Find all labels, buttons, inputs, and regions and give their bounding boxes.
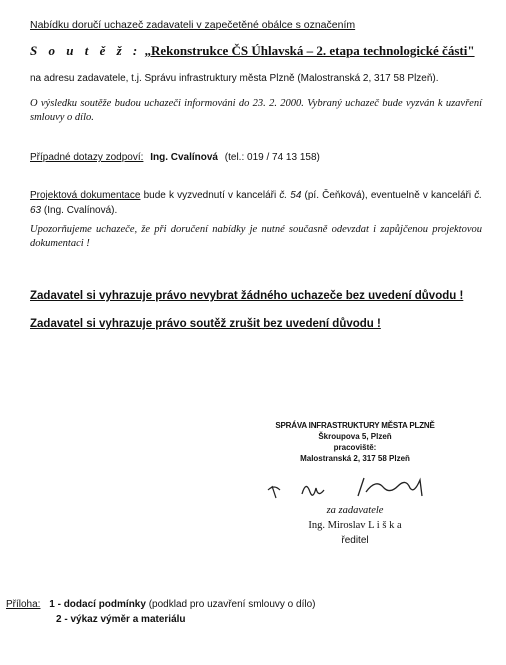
attachment-2: 2 - výkaz výměr a materiálu [56, 614, 186, 625]
stamp-line-4: Malostranská 2, 317 58 Plzeň [300, 454, 410, 463]
reserve-right-2: Zadavatel si vyhrazuje právo soutěž zrušit bez uvedení důvodu ! [30, 318, 381, 330]
address-line: na adresu zadavatele, t.j. Správu infrastruktury města Plzně (Malostranská 2, 317 58 Plzeň). [30, 73, 439, 84]
intro-text-content: Nabídku doručí uchazeč zadavateli v zapečetěné obálce s označením [30, 19, 356, 31]
stamp-line-2: Škroupova 5, Plzeň [318, 432, 392, 441]
intro-text [30, 19, 355, 32]
attachments-label: Příloha: [6, 599, 41, 610]
result-note: O výsledku soutěže budou uchazeči informováni do 23. 2. 2000. Vybraný uchazeč bude vyzván k uzavření smlouvy o dílo. [30, 98, 482, 123]
project-docs-paragraph [30, 188, 482, 218]
project-docs-text3: (Ing. Cvalínová). [41, 205, 118, 216]
queries-name: Ing. Cvalínová [150, 152, 218, 163]
contest-label: S o u t ě ž : [30, 43, 142, 58]
contest-title: „Rekonstrukce ČS Úhlavská – 2. etapa technologické části" [144, 43, 475, 58]
signature-block [270, 503, 440, 548]
project-docs-label: Projektová dokumentace [30, 190, 141, 201]
project-docs-text1: bude k vyzvednutí v kanceláři [140, 190, 280, 201]
signature-name: Ing. Miroslav L i š k a [308, 520, 402, 531]
project-docs-text2: (pí. Čeňková), eventuelně v kanceláři [301, 190, 475, 201]
warning-note: Upozorňujeme uchazeče, že při doručení nabídky je nutné současně odevzdat i zapůjčenou projektovou dokumentaci ! [30, 224, 482, 249]
stamp-line-3: pracoviště: [333, 443, 377, 452]
attachments-row-1 [6, 598, 315, 612]
stamp-line-1: SPRÁVA INFRASTRUKTURY MĚSTA PLZNĚ [275, 421, 435, 430]
project-docs-room2: č. 63 [30, 190, 482, 216]
signature-role: ředitel [341, 535, 369, 546]
attachment-1-note: (podklad pro uzavření smlouvy o dílo) [148, 599, 316, 610]
queries-label: Případné dotazy zodpoví: [30, 152, 144, 163]
institution-stamp [270, 420, 440, 464]
attachment-1: 1 - dodací podmínky [49, 599, 146, 610]
signature-for-label: za zadavatele [326, 505, 384, 516]
project-docs-room1: č. 54 [279, 190, 302, 201]
queries-line [30, 151, 320, 164]
queries-tel: (tel.: 019 / 74 13 158) [224, 152, 320, 163]
contest-heading [30, 43, 475, 59]
reserve-right-1: Zadavatel si vyhrazuje právo nevybrat žádného uchazeče bez uvedení důvodu ! [30, 290, 464, 302]
